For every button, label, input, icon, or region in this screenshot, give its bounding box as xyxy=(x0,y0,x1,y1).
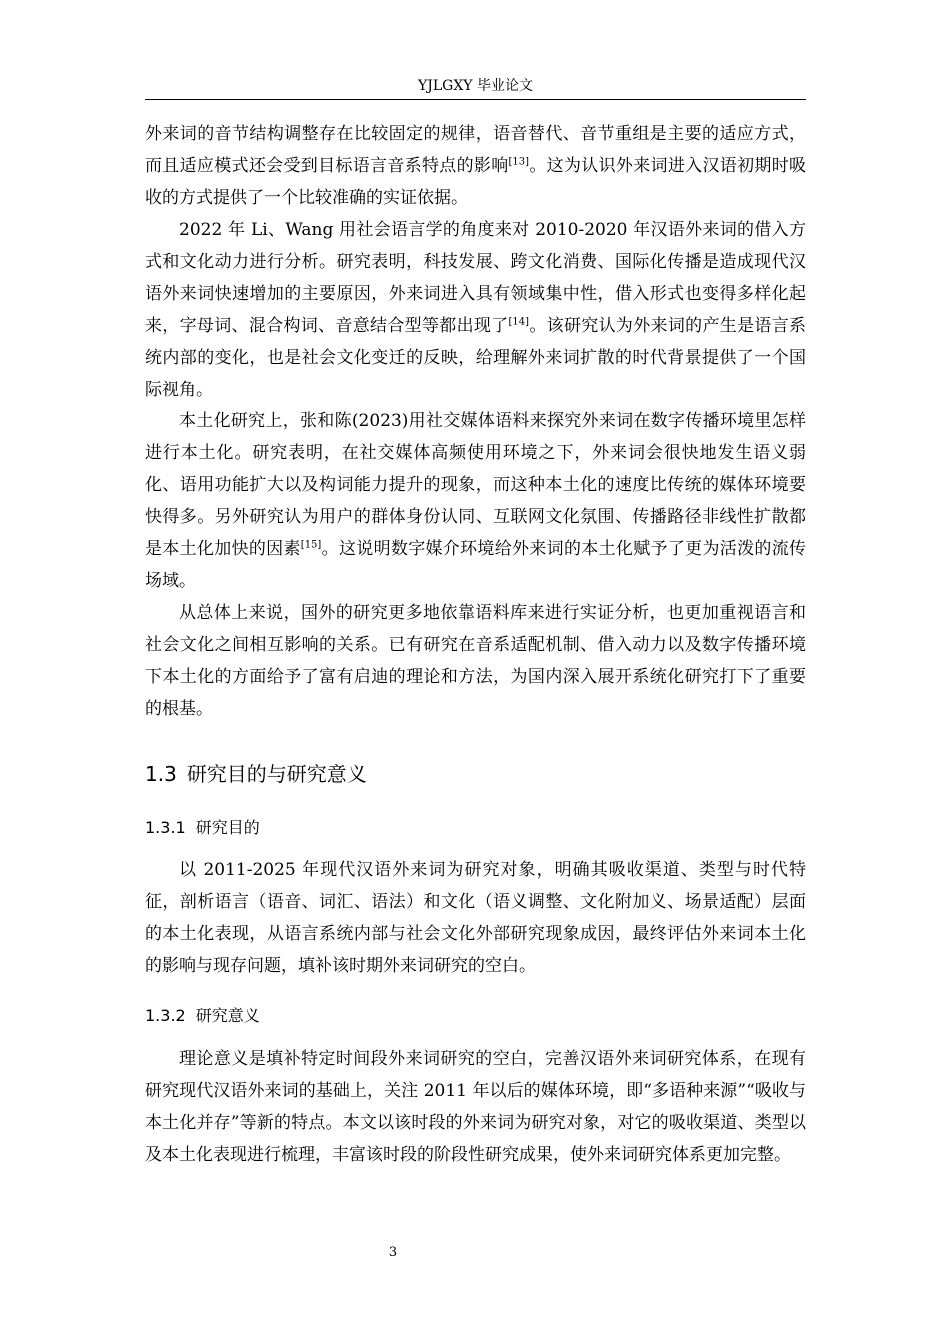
paragraph-2 xyxy=(145,214,806,406)
paragraph-1 xyxy=(145,118,806,214)
paragraph-3-text: 本土化研究上，张和陈(2023)用社交媒体语料来探究外来词在数字传播环境里怎样进行本土化。研究表明，在社交媒体高频使用环境之下，外来词会很快地发生语义弱化、语用功能扩大以及构词能力提升的现象，而这种本土化的速度比传统的媒体环境要快得多。另外研究认为用户的群体身份认同、互联网文化氛围、传播路径非线性扩散都是本土化加快的因素 xyxy=(145,411,806,559)
paragraph-1-text: 外来词的音节结构调整存在比较固定的规律，语音替代、音节重组是主要的适应方式，而且适应模式还会受到目标语言音系特点的影响 xyxy=(145,124,806,176)
section-heading xyxy=(145,760,367,788)
subsection-1-number: 1.3.1 xyxy=(145,818,186,837)
citation-14: [14] xyxy=(508,316,530,328)
subsection-2-title: 研究意义 xyxy=(195,1006,260,1025)
header-rule xyxy=(145,99,806,100)
subsection-1-heading xyxy=(145,815,260,841)
section-title: 研究目的与研究意义 xyxy=(186,762,367,786)
subsection-1-title: 研究目的 xyxy=(195,818,260,837)
paragraph-2-tail: 。该研究认为外来词的产生是语言系统内部的变化，也是社会文化变迁的反映，给理解外来词扩散的时代背景提供了一个国际视角。 xyxy=(145,316,807,400)
paragraph-4: 从总体上来说，国外的研究更多地依靠语料库来进行实证分析，也更加重视语言和社会文化之间相互影响的关系。已有研究在音系适配机制、借入动力以及数字传播环境下本土化的方面给予了富有启迪的理论和方法，为国内深入展开系统化研究打下了重要的根基。 xyxy=(145,603,806,719)
page-header: YJLGXY 毕业论文 xyxy=(418,78,533,94)
paragraph-3 xyxy=(145,405,806,597)
subsection-2-number: 1.3.2 xyxy=(145,1006,186,1025)
paragraph-2-text: 2022 年 Li、Wang 用社会语言学的角度来对 2010-2020 年汉语外来词的借入方式和文化动力进行分析。研究表明，科技发展、跨文化消费、国际化传播是造成现代汉语外来词快速增加的主要原因，外来词进入具有领域集中性，借入形式也变得多样化起来，字母词、混合构词、音意结合型等都出现了 xyxy=(145,220,806,336)
section-number: 1.3 xyxy=(145,762,177,786)
subsection-1-paragraph: 以 2011-2025 年现代汉语外来词为研究对象，明确其吸收渠道、类型与时代特征，剖析语言（语音、词汇、语法）和文化（语义调整、文化附加义、场景适配）层面的本土化表现，从语言系统内部与社会文化外部研究现象成因，最终评估外来词本土化的影响与现存问题，填补该时期外来词研究的空白。 xyxy=(145,860,806,976)
paragraph-1-tail: 。这为认识外来词进入汉语初期时吸收的方式提供了一个比较准确的实证依据。 xyxy=(145,156,807,208)
subsection-2-heading xyxy=(145,1003,260,1029)
paragraph-3-tail: 。这说明数字媒介环境给外来词的本土化赋予了更为活泼的流传场域。 xyxy=(145,539,807,591)
citation-13: [13] xyxy=(508,156,530,168)
page-number: 3 xyxy=(388,1245,398,1260)
subsection-2-paragraph: 理论意义是填补特定时间段外来词研究的空白，完善汉语外来词研究体系，在现有研究现代汉语外来词的基础上，关注 2011 年以后的媒体环境，即“多语种来源”“吸收与本土化并存”等新的特点。本文以该时段的外来词为研究对象，对它的吸收渠道、类型以及本土化表现进行梳理，丰富该时段的阶段性研究成果，使外来词研究体系更加完整。 xyxy=(145,1049,806,1165)
citation-15: [15] xyxy=(300,539,322,551)
